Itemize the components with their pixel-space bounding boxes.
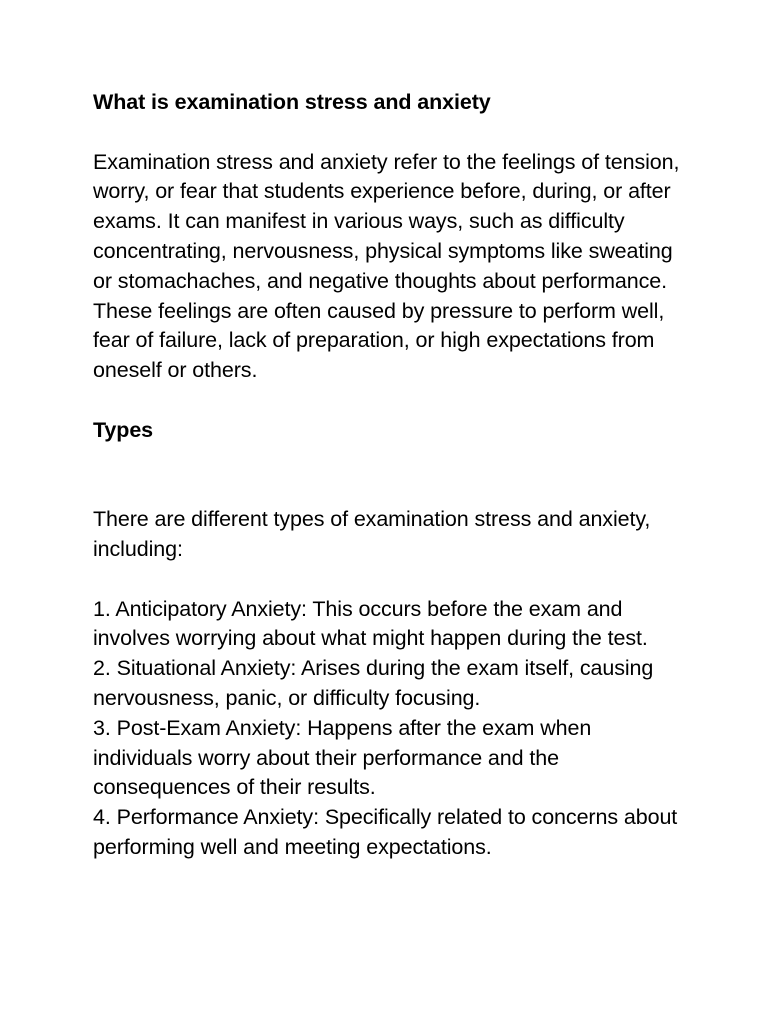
document-content [93, 88, 693, 863]
spacer [93, 446, 693, 506]
list-item: 4. Performance Anxiety: Specifically related to concerns about performing well and meeting expectations. [93, 805, 678, 859]
spacer [93, 386, 693, 416]
list-item: 1. Anticipatory Anxiety: This occurs before the exam and involves worrying about what might happen during the test. [93, 596, 648, 651]
types-list [93, 595, 693, 863]
spacer [93, 118, 693, 148]
list-item: 2. Situational Anxiety: Arises during the exam itself, causing nervousness, panic, or difficulty focusing. [93, 656, 654, 710]
types-intro-paragraph: There are different types of examination stress and anxiety, including: [93, 507, 651, 561]
spacer [93, 565, 693, 595]
definition-paragraph: Examination stress and anxiety refer to the feelings of tension, worry, or fear that students experience before, during, or after exams. It can manifest in various ways, such as difficulty concentrating, nervousness, physical symptoms like sweating or stomachaches, and negative thoughts about performance. These feelings are often caused by pressure to perform well, fear of failure, lack of preparation, or high expectations from oneself or others. [93, 149, 680, 383]
section-heading-definition: What is examination stress and anxiety [93, 90, 491, 114]
list-item: 3. Post-Exam Anxiety: Happens after the exam when individuals worry about their performance and the consequences of their results. [93, 715, 592, 800]
section-heading-types: Types [93, 417, 154, 442]
